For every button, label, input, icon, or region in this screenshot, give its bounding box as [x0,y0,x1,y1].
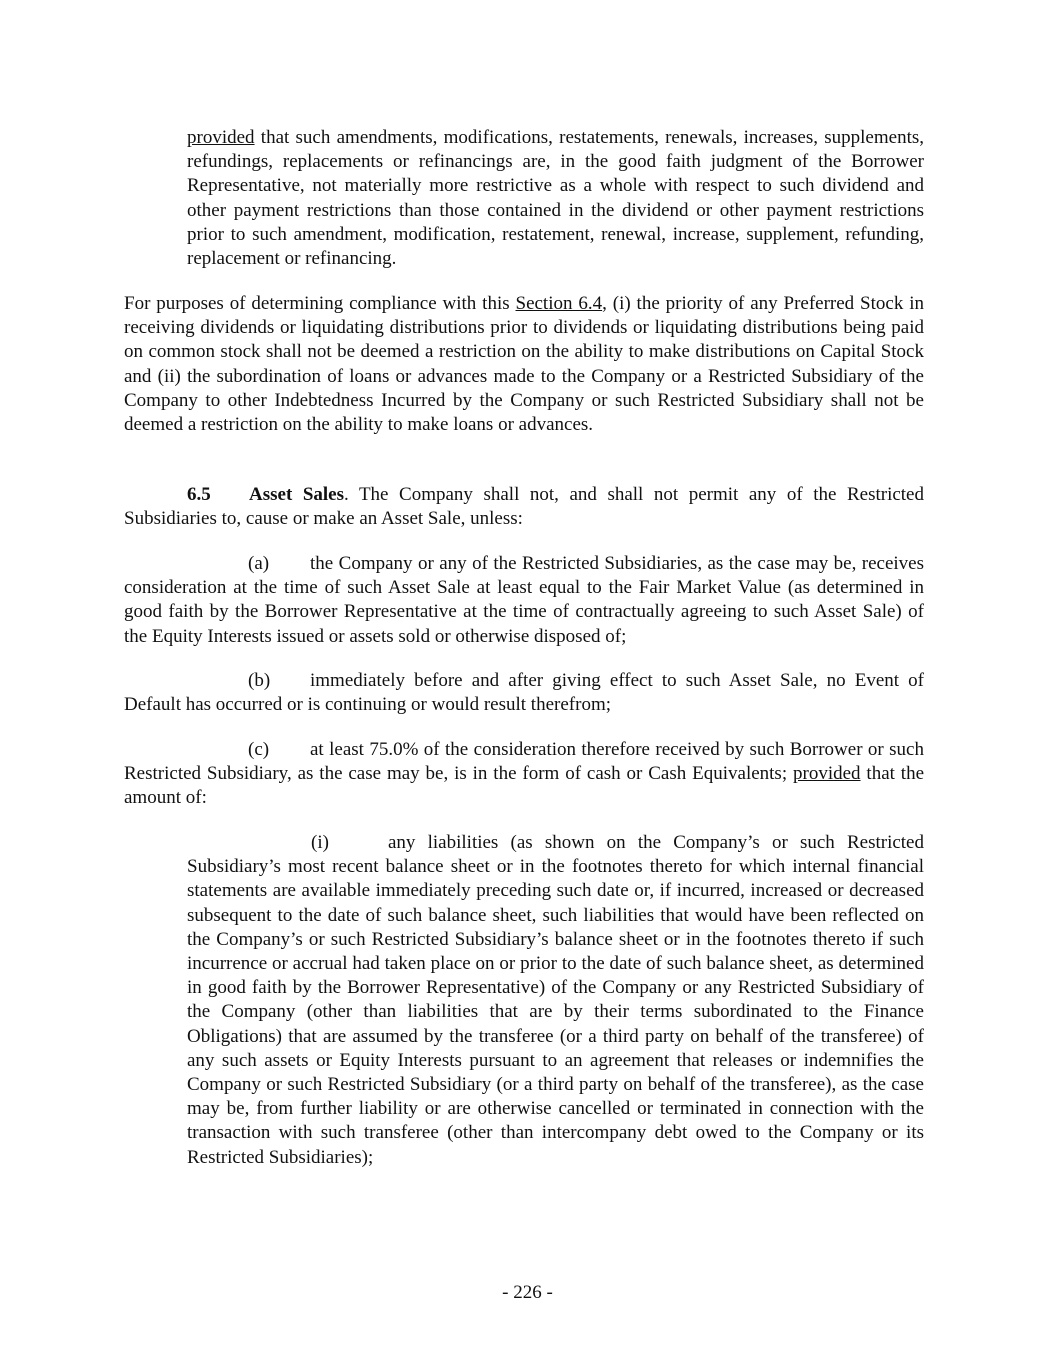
clause-c-tail: that the amount of: [124,763,925,809]
compliance-text-end: , (i) the priority of any Preferred Stock in receiving dividends or liquidating distributions prior to dividends or liquidating distributions being paid on common stock shall not be deemed a restriction on the ability to make distributions on Capital Stock and (ii) the subordination of loans or advances made to the Company or a Restricted Subsidiary of the Company to other Indebtedness Incurred by the Company or such Restricted Subsidiary shall not be deemed a restriction on the ability to make loans or advances. [124,293,924,436]
clause-c [124,738,924,811]
clause-i-text: any liabilities (as shown on the Company’s or such Restricted Subsidiary’s most recent balance sheet or in the footnotes thereto for which internal financial statements are available immediately preceding such date or, if incurred, increased or decreased subsequent to the date of such balance sheet, such liabilities that would have been reflected on the Company’s or such Restricted Subsidiary’s balance sheet or in the footnotes thereto if such incurrence or accrual had taken place on or prior to the date of such balance sheet, as determined in good faith by the Borrower Representative) of the Company or any Restricted Subsidiary of the Company (other than liabilities that are by their terms subordinated to the Finance Obligations) that are assumed by the transferee (or a third party on behalf of the transferee) of any such assets or Equity Interests pursuant to an agreement that releases or indemnifies the Company or such Restricted Subsidiary (or a third party on behalf of the transferee), as the case may be, from further liability or are otherwise cancelled or terminated in connection with the transaction with such transferee (other than intercompany debt owed to the Company or its Restricted Subsidiaries); [187,832,924,1168]
proviso-paragraph [187,126,924,271]
section-reference: Section 6.4 [515,293,603,314]
section-number: 6.5 [187,484,211,505]
section-title: Asset Sales [249,484,344,505]
clause-c-label: (c) [248,739,270,760]
clause-b-text: immediately before and after giving effect to such Asset Sale, no Event of Default has occurred or is continuing or would result therefrom; [124,670,924,716]
compliance-paragraph [124,292,924,437]
clause-a [124,552,924,649]
clause-a-label: (a) [248,553,270,574]
clause-b-label: (b) [248,670,271,691]
compliance-text-start: For purposes of determining compliance with this [124,293,516,314]
page-number: - 226 - [502,1282,553,1303]
section-intro-text: . The Company shall not, and shall not permit any of the Restricted Subsidiaries to, cause or make an Asset Sale, unless: [124,484,924,530]
provided-term: provided [187,127,255,148]
clause-a-text: the Company or any of the Restricted Subsidiaries, as the case may be, receives consideration at the time of such Asset Sale at least equal to the Fair Market Value (as determined in good faith by the Borrower Representative at the time of contractually agreeing to such Asset Sale) of the Equity Interests issued or assets sold or otherwise disposed of; [124,553,924,647]
proviso-text: that such amendments, modifications, restatements, renewals, increases, supplements, refundings, replacements or refinancings are, in the good faith judgment of the Borrower Representative, not materially more restrictive as a whole with respect to such dividend and other payment restrictions than those contained in the dividend or other payment restrictions prior to such amendment, modification, restatement, renewal, increase, supplement, refunding, replacement or refinancing. [187,127,924,270]
clause-b [124,669,924,717]
clause-c-text: at least 75.0% of the consideration therefore received by such Borrower or such Restricted Subsidiary, as the case may be, is in the form of cash or Cash Equivalents; [124,739,924,785]
section-6-5-paragraph [124,483,924,531]
clause-c-provided-term: provided [793,763,861,785]
clause-i-label: (i) [311,832,329,853]
clause-i [187,831,924,1170]
